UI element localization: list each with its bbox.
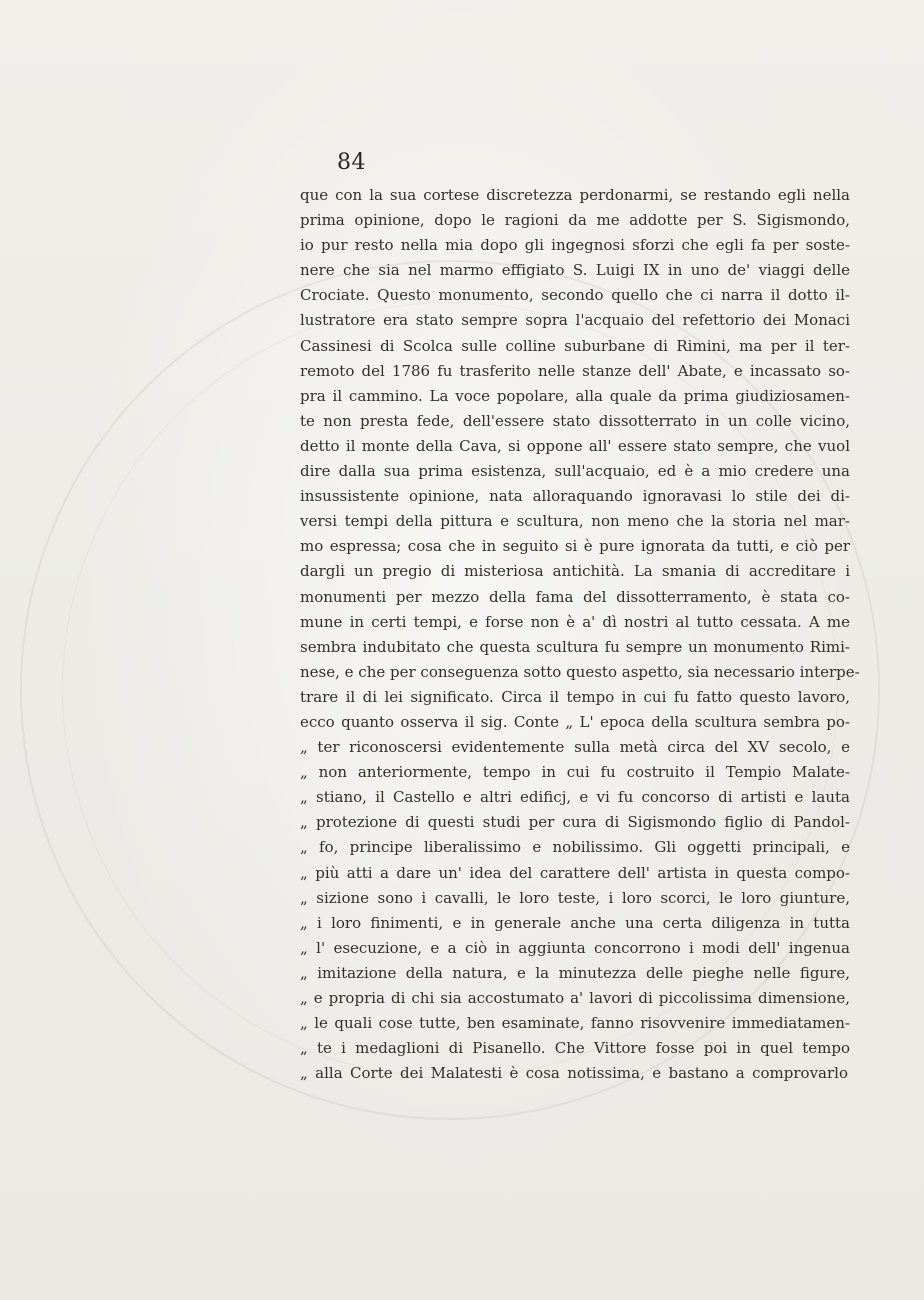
text-line: versi tempi della pittura e scultura, non meno che la storia nel mar- <box>300 512 850 531</box>
text-line: „ sizione sono i cavalli, le loro teste, i loro scorci, le loro giunture, <box>300 888 850 907</box>
text-line: Crociate. Questo monumento, secondo quello che ci narra il dotto il- <box>300 286 850 305</box>
text-line: „ te i medaglioni di Pisanello. Che Vittore fosse poi in quel tempo <box>300 1039 850 1058</box>
text-line: „ l' esecuzione, e a ciò in aggiunta concorrono i modi dell' ingenua <box>300 938 850 957</box>
text-line: „ ter riconoscersi evidentemente sulla metà circa del XV secolo, e <box>300 738 850 757</box>
text-line: ecco quanto osserva il sig. Conte „ L' epoca della scultura sembra po- <box>300 712 850 731</box>
text-line: nese, e che per conseguenza sotto questo aspetto, sia necessario interpe- <box>300 662 860 681</box>
text-line: insussistente opinione, nata alloraquando ignoravasi lo stile dei di- <box>300 487 850 506</box>
text-line: „ non anteriormente, tempo in cui fu costruito il Tempio Malate- <box>300 763 850 782</box>
text-line: lustratore era stato sempre sopra l'acquaio del refettorio dei Monaci <box>300 311 850 330</box>
text-line: „ più atti a dare un' idea del carattere dell' artista in questa compo- <box>300 863 850 882</box>
text-line: remoto del 1786 fu trasferito nelle stanze dell' Abate, e incassato so- <box>300 361 850 380</box>
text-line: nere che sia nel marmo effigiato S. Luigi IX in uno de' viaggi delle <box>300 261 850 280</box>
text-line: dire dalla sua prima esistenza, sull'acquaio, ed è a mio credere una <box>300 462 850 481</box>
page-number: 84 <box>337 150 366 175</box>
text-line: detto il monte della Cava, si oppone all' essere stato sempre, che vuol <box>300 436 850 455</box>
text-line: mo espressa; cosa che in seguito si è pure ignorata da tutti, e ciò per <box>300 537 850 556</box>
text-line: „ i loro finimenti, e in generale anche una certa diligenza in tutta <box>300 913 850 932</box>
text-line: prima opinione, dopo le ragioni da me addotte per S. Sigismondo, <box>300 211 850 230</box>
text-line: mune in certi tempi, e forse non è a' dì nostri al tutto cessata. A me <box>300 612 850 631</box>
text-line: Cassinesi di Scolca sulle colline suburbane di Rimini, ma per il ter- <box>300 336 850 355</box>
body-text <box>300 183 860 1086</box>
text-line: „ alla Corte dei Malatesti è cosa notissima, e bastano a comprovarlo <box>300 1064 848 1083</box>
text-line: pra il cammino. La voce popolare, alla quale da prima giudiziosamen- <box>300 386 850 405</box>
text-line: „ e propria di chi sia accostumato a' lavori di piccolissima dimensione, <box>300 989 850 1007</box>
text-line: „ stiano, il Castello e altri edificj, e vi fu concorso di artisti e lauta <box>300 788 850 807</box>
text-line: que con la sua cortese discretezza perdonarmi, se restando egli nella <box>300 186 850 204</box>
text-line: „ le quali cose tutte, ben esaminate, fanno risovvenire immediatamen- <box>300 1014 850 1033</box>
text-line: trare il di lei significato. Circa il tempo in cui fu fatto questo lavoro, <box>300 687 850 706</box>
text-line: „ fo, principe liberalissimo e nobilissimo. Gli oggetti principali, e <box>300 838 850 857</box>
text-line: „ imitazione della natura, e la minutezza delle pieghe nelle figure, <box>300 963 850 982</box>
text-line: io pur resto nella mia dopo gli ingegnosi sforzi che egli fa per soste- <box>300 236 850 255</box>
text-line: monumenti per mezzo della fama del dissotterramento, è stata co- <box>300 587 850 606</box>
text-line: te non presta fede, dell'essere stato dissotterrato in un colle vicino, <box>300 411 850 430</box>
text-line: sembra indubitato che questa scultura fu sempre un monumento Rimi- <box>300 637 850 656</box>
text-line: dargli un pregio di misteriosa antichità. La smania di accreditare i <box>300 562 850 581</box>
text-line: „ protezione di questi studi per cura di Sigismondo figlio di Pandol- <box>300 813 850 832</box>
